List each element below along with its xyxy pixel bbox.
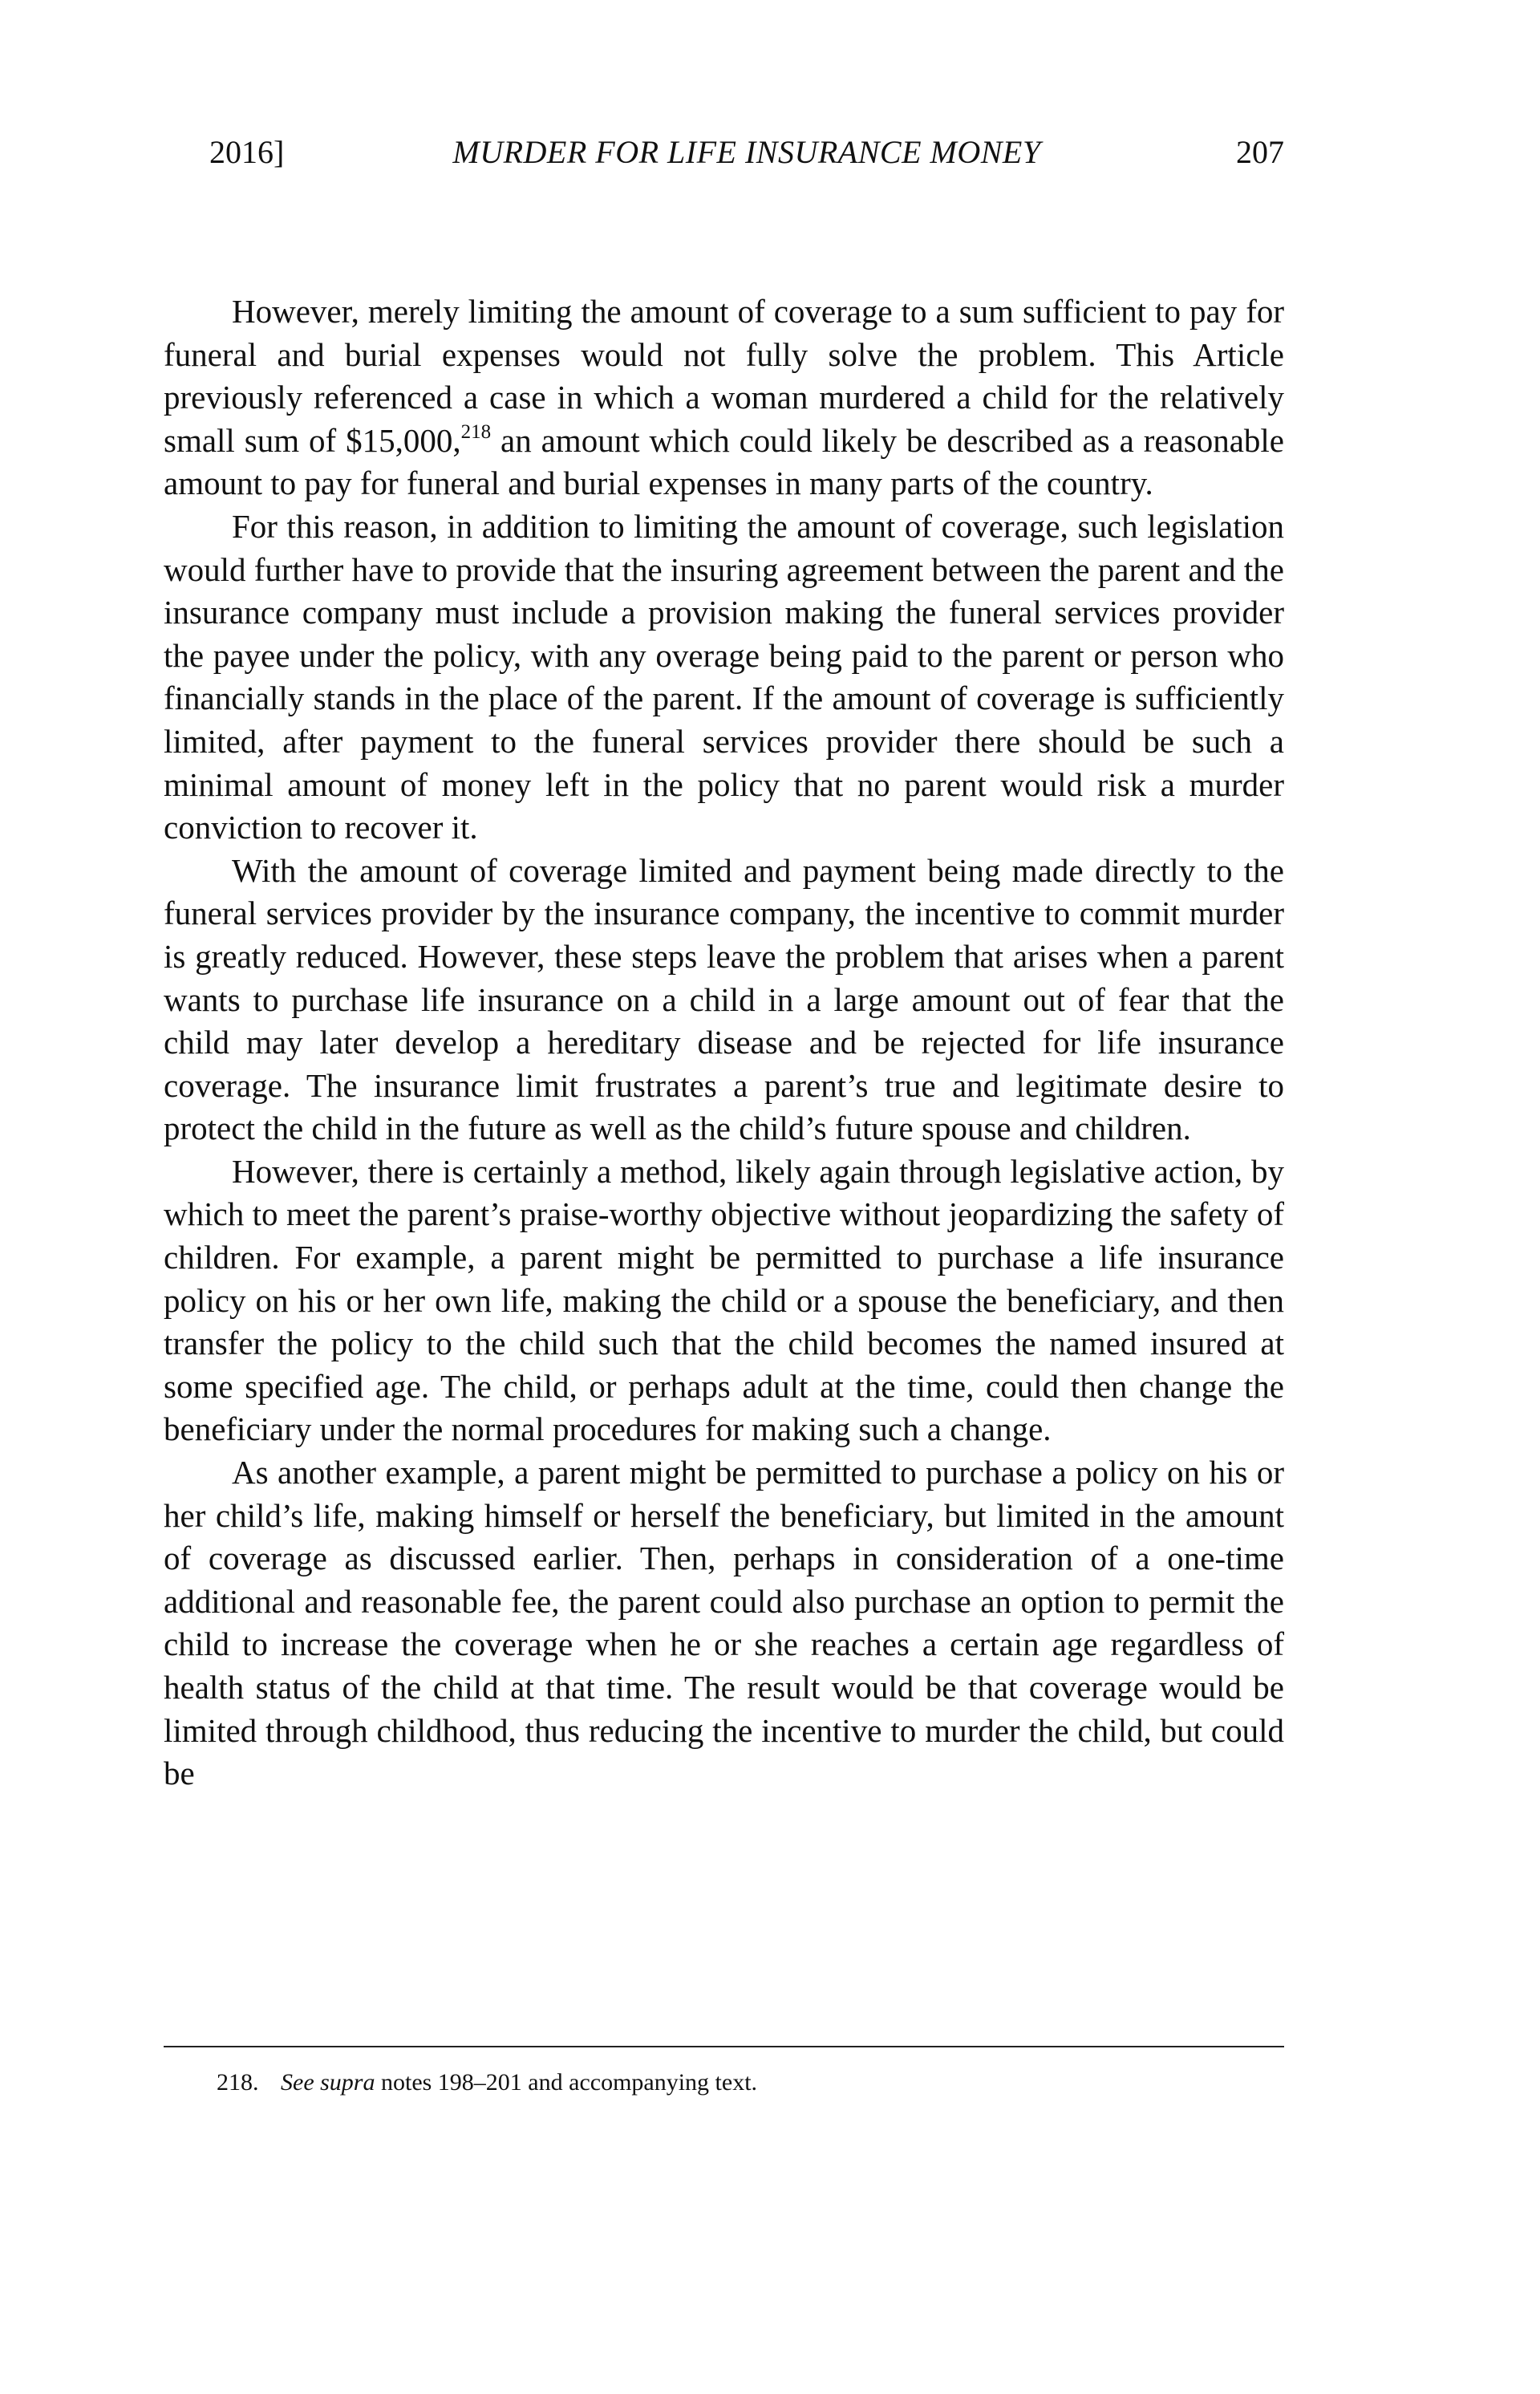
footnote-218 bbox=[217, 2066, 1283, 2100]
header-year: 2016] bbox=[209, 134, 285, 170]
paragraph-1-text-after-note: an amount which could likely be described as a reasonable amount to pay for funeral and burial expenses in many parts of the country. bbox=[164, 421, 1284, 502]
footnote-number: 218. bbox=[217, 2069, 259, 2096]
paragraph-5: As another example, a parent might be permitted to purchase a policy on his or her child’s life, making himself or herself the beneficiary, but limited in the amount of coverage as discussed earlier. Then, perhaps in consideration of a one-time additional and reasonable fee, the parent could also purchase an option to permit the child to increase the coverage when he or she reaches a certain age regardless of health status of the child at that time. The result would be that coverage would be limited through childhood, thus reducing the incentive to murder the child, but could be bbox=[164, 1454, 1284, 1792]
footnote-signal: See supra bbox=[281, 2069, 375, 2096]
footnote-text: notes 198–201 and accompanying text. bbox=[375, 2069, 758, 2096]
paragraph-1 bbox=[164, 290, 1284, 505]
page-number: 207 bbox=[1236, 134, 1284, 170]
footnote-divider bbox=[164, 2046, 1284, 2047]
footnote-reference-218[interactable]: 218 bbox=[460, 420, 492, 443]
running-header bbox=[209, 128, 1284, 177]
paragraph-4: However, there is certainly a method, likely again through legislative action, by which to meet the parent’s praise-worthy objective without jeopardizing the safety of children. For example, a parent might be permitted to purchase a life insurance policy on his or her own life, making the child or a spouse the beneficiary, and then transfer the policy to the child such that the child becomes the named insured at some specified age. The child, or perhaps adult at the time, could then change the beneficiary under the normal procedures for making such a change. bbox=[164, 1152, 1284, 1448]
body-text bbox=[164, 290, 1284, 1796]
header-title: MURDER FOR LIFE INSURANCE MONEY bbox=[452, 134, 1041, 170]
paragraph-1-text-before-note: However, merely limiting the amount of coverage to a sum sufficient to pay for funeral and burial expenses would not fully solve the problem. This Article previously referenced a case in which a woman murdered a child for the relatively small sum of $15,000, bbox=[164, 293, 1284, 459]
paragraph-2: For this reason, in addition to limiting the amount of coverage, such legislation would further have to provide that the insuring agreement between the parent and the insurance company must include a provision making the funeral services provider the payee under the policy, with any overage being paid to the parent or person who financially stands in the place of the parent. If the amount of coverage is sufficiently limited, after payment to the funeral services provider there should be such a minimal amount of money left in the policy that no parent would risk a murder conviction to recover it. bbox=[164, 507, 1284, 846]
paragraph-3: With the amount of coverage limited and payment being made directly to the funeral services provider by the insurance company, the incentive to commit murder is greatly reduced. However, these steps leave the problem that arises when a parent wants to purchase life insurance on a child in a large amount out of fear that the child may later develop a hereditary disease and be rejected for life insurance coverage. The insurance limit frustrates a parent’s true and legitimate desire to protect the child in the future as well as the child’s future spouse and children. bbox=[164, 851, 1284, 1147]
